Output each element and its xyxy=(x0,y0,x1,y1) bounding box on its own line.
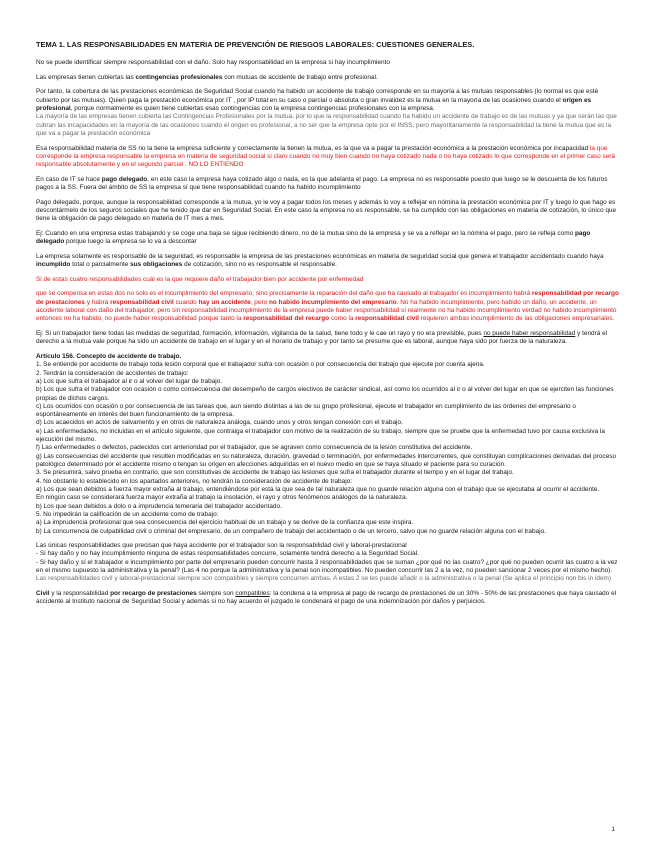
article-line: g) Las consecuencias del accidente que resulten modificadas en su naturaleza, duración, gravedad o terminación, por enfermedades intercurrentes, que constituyan complicaciones derivadas del proceso patológico determinado por el accidente mismo o tengan su origen en afecciones adquiridas en el nuevo medio en que se haya situado el paciente para su curación. xyxy=(36,452,617,469)
paragraph-9: Si de estas cuatro responsabilidades cuál es la que requiere daño el trabajador bien por accidente por enfermedad xyxy=(36,275,364,283)
text: Las empresas tienen cubiertas las xyxy=(36,73,136,81)
text: como la xyxy=(329,315,356,323)
article-line: 3. Se presumirá, salvo prueba en contrario, que son constitutivas de accidente de trabajo las lesiones que sufra el trabajador durante el tiempo y en el lugar del trabajo. xyxy=(36,469,514,477)
text: : la condena a la empresa al pago de recargo de prestaciones de un 30% - 50% de las prestaciones que haya causado el accidente al Instituto nacional de Seguridad Social y además si no hay acuerdo el juzgado le condenará el pago de una indemnización por daños y perjuicios. xyxy=(36,589,617,606)
article-line: a) Los que sean debidos a fuerza mayor extraña al trabajo, entendiéndose por esta la que sea de tal naturaleza que no guarde relación alguna con el trabajo que se ejecutaba al ocurrir el accidente. xyxy=(36,485,600,493)
article-line: 2. Tendrán la consideración de accidentes de trabajo: xyxy=(36,369,189,377)
bold-text: pago delegado xyxy=(36,230,591,246)
article-title xyxy=(36,353,619,361)
article-title-text: Artículo 156. Concepto de accidente de trabajo. xyxy=(36,352,182,360)
article-line: a) La imprudencia profesional que sea consecuencia del ejercicio habitual de un trabajo y se derive de la confianza que este inspira. xyxy=(36,519,414,527)
paragraph-7 xyxy=(36,230,619,247)
bold-text: incumplido xyxy=(36,261,71,269)
text: y tendrá el derecho a la mutua vale porque ha sido un accidente de trabajo en el lugar y en el horario de trabajo y por tanto se presume que es laboral, aunque haya sido por fuerza de la naturaleza. xyxy=(36,330,608,346)
text: total o parcialmente xyxy=(70,261,131,269)
text: En caso de IT se hace xyxy=(36,175,102,183)
article-line: d) Los acaecidos en actos de salvamento y en otros de naturaleza análoga, cuando unos y otros tengan conexión con el trabajo. xyxy=(36,419,403,427)
paragraph-14 xyxy=(36,590,619,607)
text: , pero xyxy=(250,298,269,306)
bold-text: responsabilidad civil xyxy=(355,315,419,323)
text: , en este caso la empresa haya cotizado algo o nada, es la que adelanta el pago. La empresa no es responsable puesto que luego se le descuenta de los futuros pagos a la SS. Fuera del ámbito de SS la empresa sí que tiene responsabilidad cuando ha habido incumplimiento xyxy=(36,175,608,192)
bold-text: pago delegado xyxy=(101,175,148,183)
text: requieren ambas incumplimiento de las obligaciones empresariales. xyxy=(418,315,615,323)
bold-text: origen es profesional xyxy=(36,96,592,113)
paragraph-8 xyxy=(36,253,619,270)
article-line: En ningún caso se considerará fuerza mayor extraña al trabajo la insolación, el rayo y otros fenómenos análogos de la naturaleza. xyxy=(36,494,408,502)
paragraph-11 xyxy=(36,330,619,347)
article-line: b) La concurrencia de culpabilidad civil o criminal del empresario, de un compañero de trabajo del accidentado o de un tercero, salvo que no guarde relación alguna con el trabajo. xyxy=(36,527,546,535)
paragraph-13-line: Las responsabilidades civil y laboral-prestacional siempre son compatibles y siempre concurren ambas. A estas 2 se les puede añadir o la administrativa o la penal (Se aplica el principio non bis in idem) xyxy=(36,575,612,583)
paragraph-13-line: - Si hay daño y no hay incumplimiento ninguna de estas responsabilidades concurre, solamente tendrá derecho a la Seguridad Social. xyxy=(36,550,419,558)
article-line: b) Los que sufra el trabajador con ocasión o como consecuencia del desempeño de cargos electivos de carácter sindical, así como los ocurridos al ir o al volver del lugar en que se ejerciten las funciones propias de dichos cargos. xyxy=(36,386,614,402)
paragraph-10 xyxy=(36,290,619,323)
text: Por tanto, la cobertura de las prestaciones económicas de Seguridad Social cuando ha habido un accidente de trabajo corresponde en su mayoría a las mutuas responsables (lo normal es que esté cubierto por las mutuas). Quien paga la prestación económica por IT , por IP total en su caso o parcial o absoluta o gran invalidez es la mutua en la mayoría de las ocasiones cuando el xyxy=(36,88,599,104)
paragraph-2 xyxy=(36,74,619,82)
text: . No ha habido incumplimiento, pero habido un daño, un accidente, un accidente laboral con daño del trabajador, pero sin responsabilidad incumplimiento de la empresa puede haber responsabilidad sí realmente no ha habido incumplimiento verdad no habido incumplimiento entonces no ha habido, no puede haber responsabilidad porque tanto la xyxy=(36,298,617,323)
paragraph-6: Pago delegado, porque, aunque la responsabilidad corresponde a la mutua, yo le voy a pagar todos los meses y además lo voy a reflejar en nómina la prestación económica por IT y luego lo que hago es descontármelo de los seguros sociales que he tenido que dar en Seguridad Social. En este caso la empresa no es responsable, se ha cumplido con las obligaciones en materia de cotización, lo único que tiene la obligación de pago delegado en materia de IT mes a mes. xyxy=(36,198,617,223)
paragraph-13 xyxy=(36,542,619,584)
article-line: e) Las enfermedades, no incluidas en el artículo siguiente, que contraiga el trabajador con motivo de la realización de su trabajo, siempre que se pruebe que la enfermedad tuvo por causa exclusiva la ejecución del mismo. xyxy=(36,427,605,444)
article-line: b) Los que sean debidos a dolo o a imprudencia temeraria del trabajador accidentado. xyxy=(36,502,282,510)
article-line: c) Los ocurridos con ocasión o por consecuencia de las tareas que, aun siendo distintas a las de su grupo profesional, ejecute el trabajador en cumplimiento de las órdenes del empresario o espontáneamente en interés del buen funcionamiento de la empresa. xyxy=(36,402,576,419)
text: La empresa solamente es responsable de la seguridad, es responsable la empresa de las prestaciones económicas en materia de seguridad social que genera el trabajador accidentado cuando haya xyxy=(36,252,604,260)
text: Ej: Cuando en una empresa estas trabajando y se coge una baja se sigue recibiendo dinero, no de la mutua sino de la empresa y se va a reflejar en la nómina el pago, pero se refleja como xyxy=(36,230,575,238)
article-line: a) Los que sufra el trabajador al ir o al volver del lugar de trabajo. xyxy=(36,377,223,385)
article-line: 5. No impedirán la calificación de un accidente como de trabajo: xyxy=(36,510,219,518)
article-line: 1. Se entiende por accidente de trabajo toda lesión corporal que el trabajador sufra con ocasión o por consecuencia del trabajo que ejecute por cuenta ajena. xyxy=(36,361,485,369)
page-title: TEMA 1. LAS RESPONSABILIDADES EN MATERIA DE PREVENCIÓN DE RIESGOS LABORALES: CUESTIONES GENERALES. xyxy=(36,40,475,49)
text: siempre son xyxy=(196,589,236,597)
text: y la responsabilidad xyxy=(49,589,111,597)
bold-text: Civil xyxy=(36,589,50,597)
bold-text: hay un accidente xyxy=(198,298,251,306)
paragraph-13-line: - Si hay daño y sí el trabajador e incumplimiento por parte del empresario pueden concurrir hasta 3 responsabilidades que se suman ¿por qué no las cuatro? ¿por qué no pueden ocurrir las cuatro a la vez en el mismo supuesto la administrativa y la penal? (Las 4 no porque la administrativa y la penal son incompatibles. No pueden concurrir las 2 a la vez, no pueden sancionar 2 veces por el mismo hecho). xyxy=(36,558,618,575)
text: , porque normalmente es quien tiene cubiertas esas contingencias con la empresa contingencias profesionales con la empresa. xyxy=(70,105,435,113)
paragraph-5 xyxy=(36,176,619,193)
text: y habrá xyxy=(85,298,111,306)
text: Ej: Si un trabajador tiene todas las medidas de seguridad, formación, información, vigilancia de la salud, tiene todo y le cae un rayo y no era previsible, pues xyxy=(36,330,484,338)
paragraph-1: No se puede identificar siempre responsabilidad con el daño. Solo hay responsabilidad en la empresa si hay incumplimiento xyxy=(36,59,390,67)
article-line: f) Las enfermedades o defectos, padecidos con anterioridad por el trabajador, que se agraven como consecuencia de la lesión constitutiva del accidente. xyxy=(36,444,473,452)
underlined-text: no puede haber responsabilidad xyxy=(483,330,576,338)
paragraph-4 xyxy=(36,145,619,170)
text: cuando xyxy=(173,298,199,306)
bold-text: no habido incumplimiento del empresario xyxy=(268,298,397,306)
paragraph-13-line: Las únicas responsabilidades que precisan que haya accidente por el trabajador son la responsabilidad civil y laboral-prestacional xyxy=(36,542,407,550)
bold-text: por recargo de prestaciones xyxy=(110,589,197,597)
bold-text: responsabilidad civil xyxy=(110,298,174,306)
red-text: la que corresponde la empresa responsable la empresa en materia de seguridad social si claro cuando no muy bien cuando no haya cotizado nada o no haya cotizado lo que corresponde en el primer caso será responsable absolutamente y en el segundo parcial . NO LO ENTIENDO xyxy=(36,144,616,169)
paragraph-3a xyxy=(36,88,619,113)
text: con mutuas de accidente de trabajo entre profesional. xyxy=(222,73,378,81)
article-156 xyxy=(36,353,619,536)
article-line: 4. No obstante lo establecido en los apartados anteriores, no tendrán la consideración de accidente de trabajo: xyxy=(36,477,353,485)
bold-text: contingencias profesionales xyxy=(135,73,223,81)
paragraph-3 xyxy=(36,88,619,138)
bold-text: sus obligaciones xyxy=(130,261,183,269)
paragraph-3b: La mayoría de las empresas tienen cubierta las Contingencias Profesionales por la mutua, por lo que la responsabilidad cuando ha habido un accidente de trabajo es de las mutuas y ya que serán las que cubran las incapacidades en la mayoría de las ocasiones cuando el origen es profesional, a no ser que la empresa opte por el INSS, pero mayoritariamente la responsabilidad la tiene la mutua que es la que va a pagar la prestación económica xyxy=(36,113,617,138)
underlined-text: compatibles xyxy=(235,589,270,597)
page-number: 1 xyxy=(611,826,615,833)
bold-text: responsabilidad por recargo de prestaciones xyxy=(36,290,619,306)
text: Esa responsabilidad materia de SS no la tiene la empresa suficiente y correctamente la tienen la mutua, es la que va a pagar la prestación económica a la prestación económica por incapacidad xyxy=(36,144,590,152)
bold-text: responsabilidad del recargo xyxy=(243,315,330,323)
text: porque luego la empresa se lo va a descontar xyxy=(64,238,197,246)
text: que se compensa en estas dos no solo es el incumplimiento del empresario, sino precisamente la reparación del daño que ha causado al trabajador es incumplimiento habrá xyxy=(36,290,532,298)
text: de cotización, sino no es responsable el responsable. xyxy=(182,261,337,269)
